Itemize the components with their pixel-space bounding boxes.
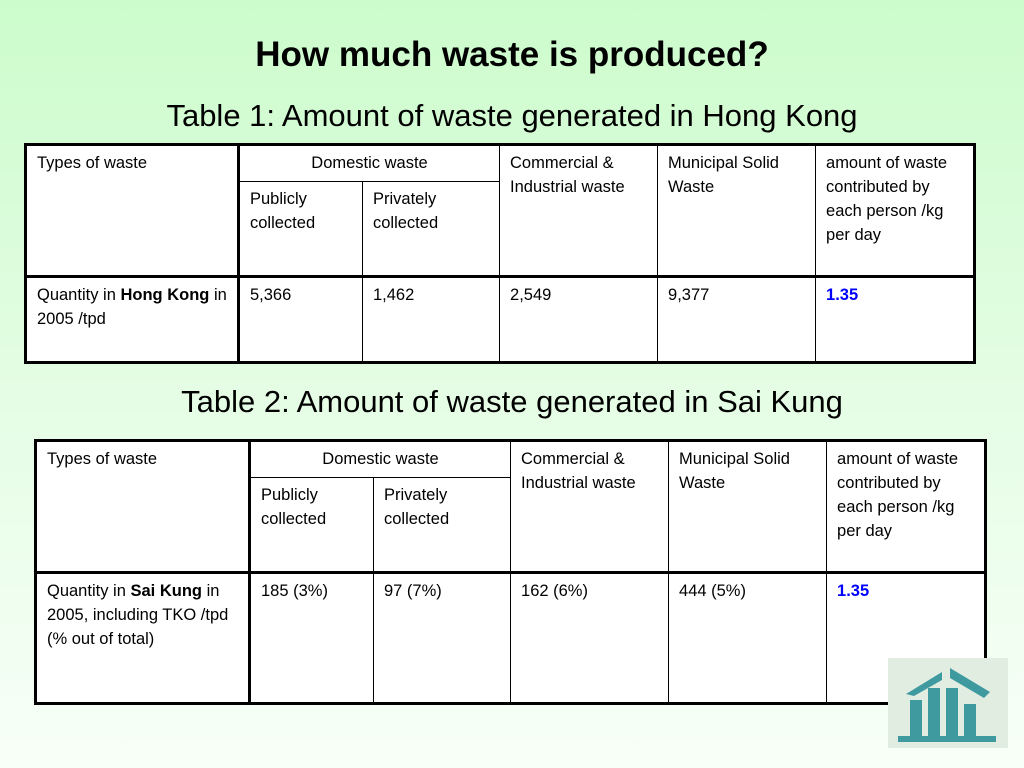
header-privately-collected: Privately collected bbox=[374, 478, 511, 573]
sai-kung-waste-table bbox=[34, 439, 987, 705]
header-per-person: amount of waste contributed by each person /kg per day bbox=[816, 145, 975, 277]
cell-commercial-industrial: 162 (6%) bbox=[511, 573, 669, 704]
row-label-post: in 2005, including TKO /tpd (% out of total) bbox=[47, 582, 229, 648]
table2-caption: Table 2: Amount of waste generated in Sai Kung bbox=[181, 384, 843, 419]
header-commercial-industrial: Commercial & Industrial waste bbox=[500, 145, 658, 277]
cell-municipal-solid-waste: 9,377 bbox=[658, 277, 816, 363]
header-types-of-waste: Types of waste bbox=[36, 441, 250, 573]
per-person-value: 1.35 bbox=[826, 286, 859, 304]
row-label-place: Sai Kung bbox=[130, 582, 202, 600]
header-publicly-collected: Publicly collected bbox=[250, 478, 374, 573]
cell-publicly-collected: 5,366 bbox=[239, 277, 363, 363]
row-label-pre: Quantity in bbox=[47, 582, 131, 600]
cell-privately-collected: 1,462 bbox=[363, 277, 500, 363]
header-commercial-industrial: Commercial & Industrial waste bbox=[511, 441, 669, 573]
cell-per-person bbox=[816, 277, 975, 363]
building-logo-icon bbox=[888, 658, 1008, 748]
per-person-value: 1.35 bbox=[837, 582, 870, 600]
slide-title: How much waste is produced? bbox=[255, 35, 769, 74]
table1-caption: Table 1: Amount of waste generated in Hong Kong bbox=[166, 98, 858, 133]
cell-commercial-industrial: 2,549 bbox=[500, 277, 658, 363]
header-per-person: amount of waste contributed by each person /kg per day bbox=[827, 441, 986, 573]
header-municipal-solid-waste: Municipal Solid Waste bbox=[669, 441, 827, 573]
hong-kong-waste-table bbox=[24, 143, 976, 364]
header-privately-collected: Privately collected bbox=[363, 182, 500, 277]
header-municipal-solid-waste: Municipal Solid Waste bbox=[658, 145, 816, 277]
row-label-pre: Quantity in bbox=[37, 286, 121, 304]
building-logo-graphic bbox=[888, 658, 1008, 748]
table-row bbox=[26, 277, 975, 363]
row-label-post: in 2005 /tpd bbox=[37, 286, 227, 328]
row-label bbox=[26, 277, 239, 363]
cell-publicly-collected: 185 (3%) bbox=[250, 573, 374, 704]
table-row bbox=[36, 573, 986, 704]
header-domestic-waste: Domestic waste bbox=[250, 441, 511, 478]
cell-municipal-solid-waste: 444 (5%) bbox=[669, 573, 827, 704]
row-label-place: Hong Kong bbox=[120, 286, 210, 304]
header-publicly-collected: Publicly collected bbox=[239, 182, 363, 277]
cell-privately-collected: 97 (7%) bbox=[374, 573, 511, 704]
header-types-of-waste: Types of waste bbox=[26, 145, 239, 277]
row-label bbox=[36, 573, 250, 704]
table-header-row bbox=[36, 441, 986, 478]
header-domestic-waste: Domestic waste bbox=[239, 145, 500, 182]
table-header-row bbox=[26, 145, 975, 182]
